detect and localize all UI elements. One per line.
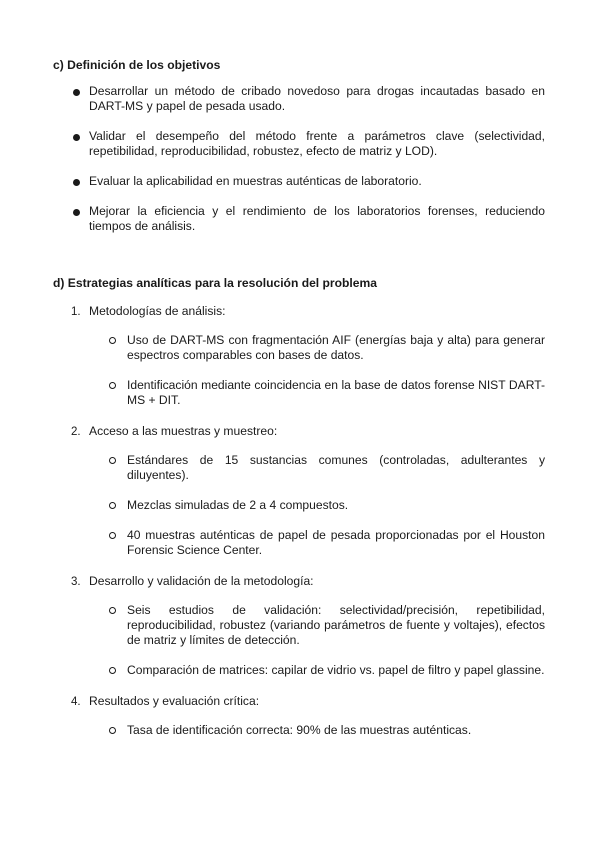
sub-bullet-circle — [109, 502, 116, 509]
bullet-dot — [73, 134, 80, 141]
sub-item: Identificación mediante coincidencia en la base de datos forense NIST DART-MS + DIT. — [127, 378, 545, 407]
objective-item: Evaluar la aplicabilidad en muestras auténticas de laboratorio. — [89, 174, 422, 188]
item-number: 2. — [71, 426, 81, 438]
sub-bullet-circle — [109, 457, 116, 464]
objective-item: Desarrollar un método de cribado novedoso para drogas incautadas basado en DART-MS y papel de pesada usado. — [89, 84, 545, 113]
item-label: Resultados y evaluación crítica: — [89, 694, 260, 708]
sub-item: Uso de DART-MS con fragmentación AIF (energías baja y alta) para generar espectros comparables con bases de datos. — [127, 333, 545, 362]
bullet-dot — [73, 179, 80, 186]
sub-bullet-circle — [109, 382, 116, 389]
sub-item: Mezclas simuladas de 2 a 4 compuestos. — [127, 498, 349, 512]
section-d-title: d) Estrategias analíticas para la resolución del problema — [53, 276, 377, 290]
objective-item: Mejorar la eficiencia y el rendimiento de los laboratorios forenses, reduciendo tiempos de análisis. — [89, 204, 545, 233]
section-c-title: c) Definición de los objetivos — [53, 58, 221, 72]
bullet-dot — [73, 89, 80, 96]
item-label: Acceso a las muestras y muestreo: — [89, 424, 278, 438]
sub-bullet-circle — [109, 532, 116, 539]
item-number: 1. — [71, 306, 81, 318]
sub-bullet-circle — [109, 667, 116, 674]
bullet-dot — [73, 209, 80, 216]
sub-bullet-circle — [109, 337, 116, 344]
sub-item: Estándares de 15 sustancias comunes (controladas, adulterantes y diluyentes). — [127, 453, 545, 482]
sub-item: 40 muestras auténticas de papel de pesada proporcionadas por el Houston Forensic Science Center. — [127, 528, 545, 557]
item-label: Desarrollo y validación de la metodología: — [89, 574, 314, 588]
sub-bullet-circle — [109, 607, 116, 614]
sub-item: Tasa de identificación correcta: 90% de las muestras auténticas. — [127, 723, 472, 737]
item-number: 4. — [71, 696, 81, 708]
sub-item: Seis estudios de validación: selectividad/precisión, repetibilidad, reproducibilidad, robustez (variando parámetros de fuente y voltajes), efectos de matriz y límites de detección. — [127, 603, 545, 647]
objective-item: Validar el desempeño del método frente a parámetros clave (selectividad, repetibilidad, reproducibilidad, robustez, efecto de matriz y LOD). — [89, 129, 545, 158]
item-label: Metodologías de análisis: — [89, 304, 226, 318]
sub-item: Comparación de matrices: capilar de vidrio vs. papel de filtro y papel glassine. — [127, 663, 545, 677]
sub-bullet-circle — [109, 727, 116, 734]
item-number: 3. — [71, 576, 81, 588]
